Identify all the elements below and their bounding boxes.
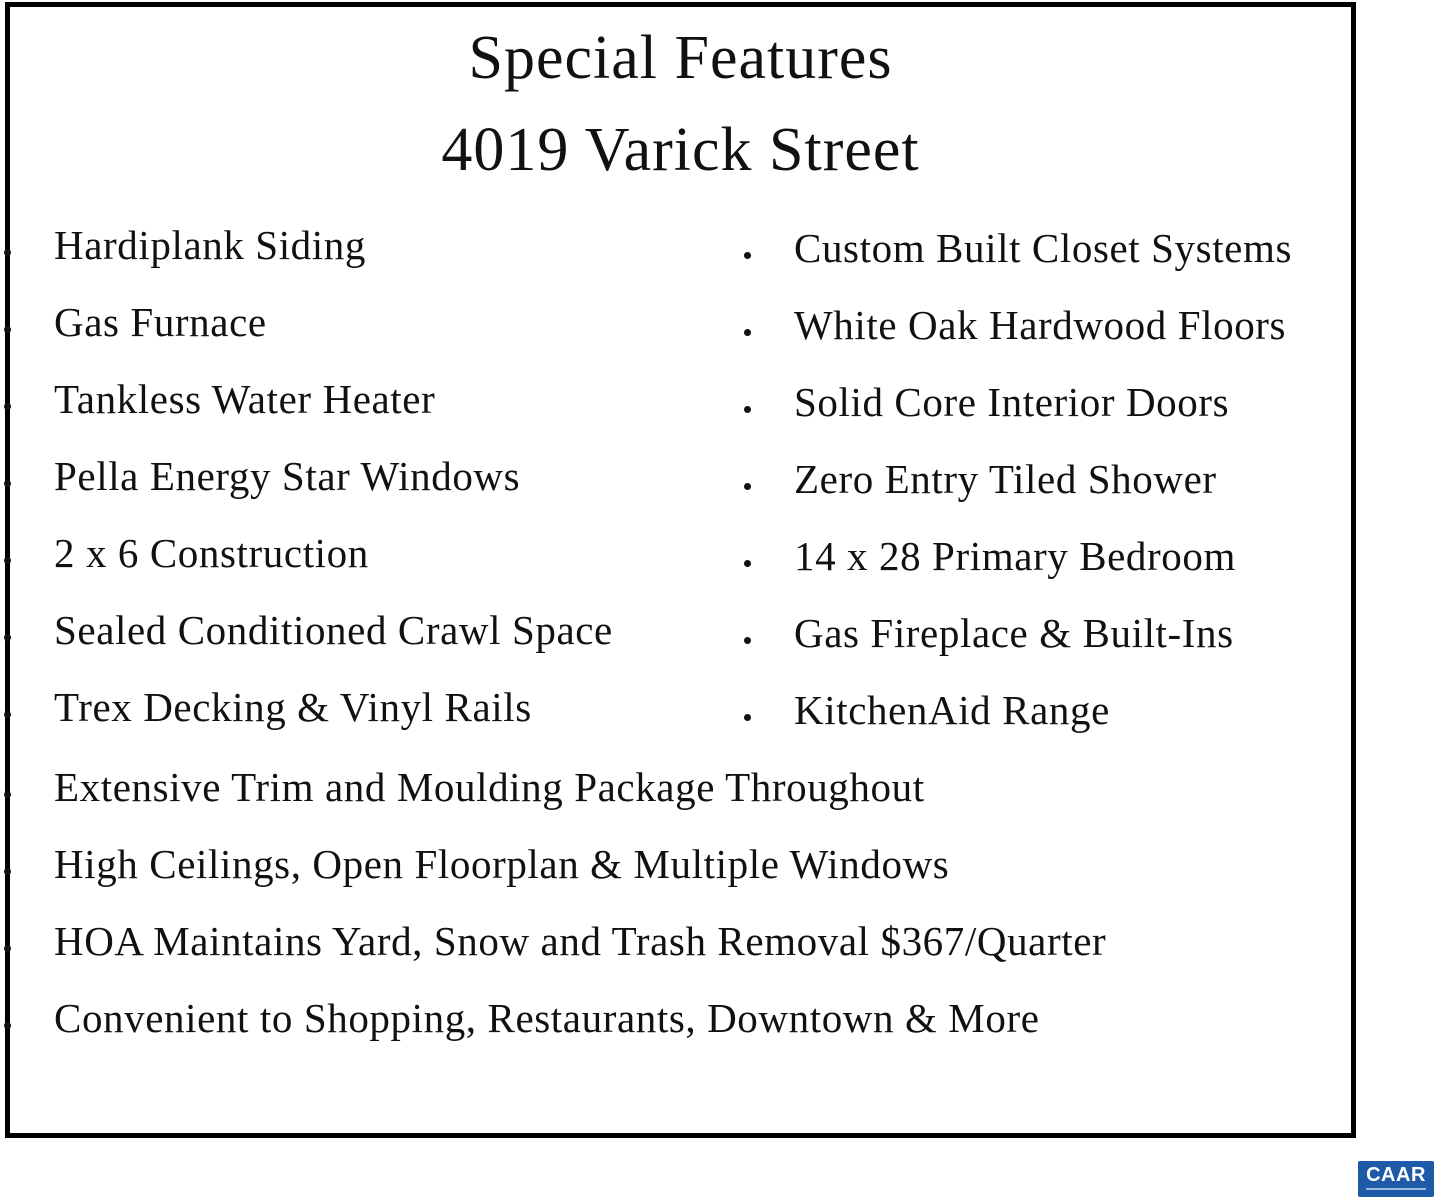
feature-item: Convenient to Shopping, Restaurants, Downtown & More [54, 995, 1040, 1041]
bullet-icon [4, 945, 11, 952]
feature-item: 14 x 28 Primary Bedroom [794, 533, 1236, 579]
bullet-icon [744, 483, 751, 490]
feature-item: White Oak Hardwood Floors [794, 302, 1287, 348]
bullet-icon [744, 406, 751, 413]
feature-item: High Ceilings, Open Floorplan & Multiple Windows [54, 841, 950, 887]
feature-item: Zero Entry Tiled Shower [794, 456, 1217, 502]
bullet-icon [744, 329, 751, 336]
logo-text: CAAR [1366, 1164, 1426, 1186]
feature-item: Solid Core Interior Doors [794, 379, 1230, 425]
bullet-icon [4, 791, 11, 798]
bullet-icon [744, 714, 751, 721]
feature-item: Gas Furnace [54, 299, 267, 345]
bullet-icon [4, 557, 11, 564]
bullet-icon [4, 711, 11, 718]
feature-item: Tankless Water Heater [54, 376, 436, 422]
feature-item: Extensive Trim and Moulding Package Throughout [54, 764, 925, 810]
feature-item: 2 x 6 Construction [54, 530, 369, 576]
feature-item: Gas Fireplace & Built-Ins [794, 610, 1234, 656]
feature-item: Hardiplank Siding [54, 222, 366, 268]
bullet-icon [4, 634, 11, 641]
bullet-icon [4, 1022, 11, 1029]
bullet-icon [4, 326, 11, 333]
feature-item: HOA Maintains Yard, Snow and Trash Removal $367/Quarter [54, 918, 1107, 964]
feature-item: Sealed Conditioned Crawl Space [54, 607, 613, 653]
bullet-icon [4, 403, 11, 410]
bullet-icon [744, 637, 751, 644]
bullet-icon [4, 868, 11, 875]
feature-item: KitchenAid Range [794, 687, 1110, 733]
feature-item: Trex Decking & Vinyl Rails [54, 684, 532, 730]
feature-item: Pella Energy Star Windows [54, 453, 521, 499]
property-address: 4019 Varick Street [441, 116, 920, 184]
bullet-icon [4, 249, 11, 256]
caar-logo [1358, 1161, 1434, 1197]
bullet-icon [4, 480, 11, 487]
bullet-icon [744, 560, 751, 567]
page-title: Special Features [468, 24, 893, 92]
logo-underline [1366, 1188, 1426, 1190]
feature-item: Custom Built Closet Systems [794, 225, 1293, 271]
bullet-icon [744, 252, 751, 259]
